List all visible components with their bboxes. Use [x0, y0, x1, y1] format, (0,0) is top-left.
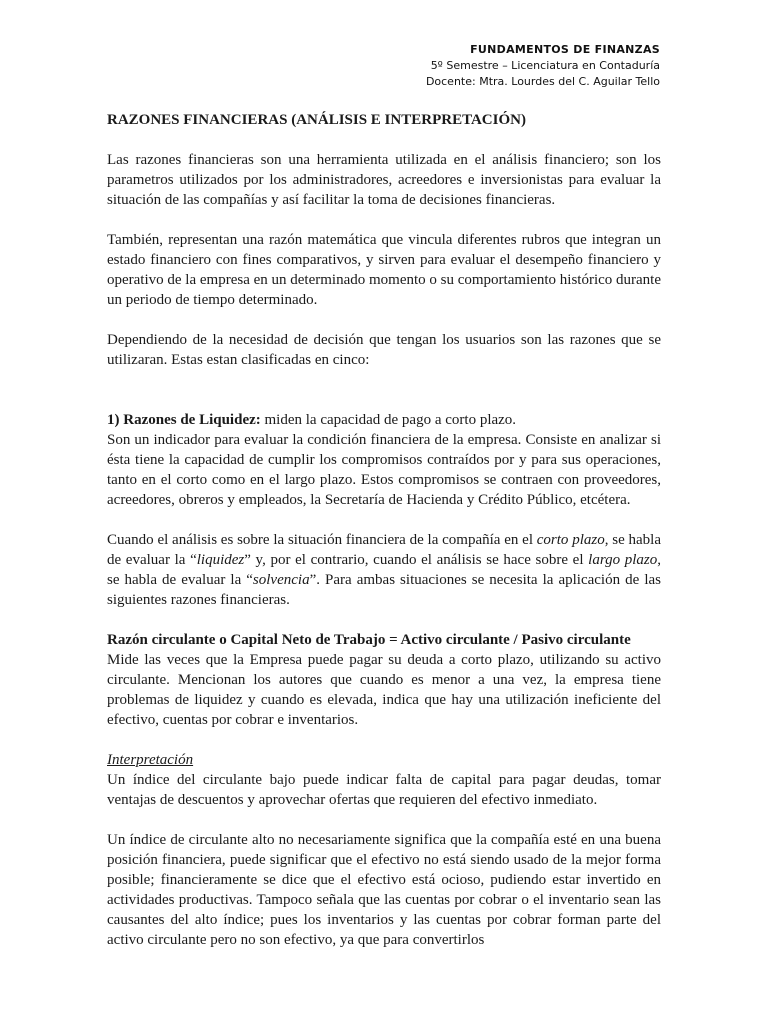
- header-teacher: Docente: Mtra. Lourdes del C. Aguilar Tello: [425, 75, 660, 88]
- interpretation-heading: [107, 750, 661, 770]
- interpretation-label: Interpretación: [107, 752, 194, 768]
- paragraph-classification: Dependiendo de la necesidad de decisión que tengan los usuarios son las razones que se utilizaran. Estas estan clasificadas en cinco:: [107, 332, 661, 368]
- page-header: [426, 42, 660, 90]
- section-liquidity-heading: [107, 410, 661, 430]
- text-run: Cuando el análisis es sobre la situación financiera de la compañía en el: [107, 532, 537, 548]
- term-corto-plazo: corto plazo: [536, 532, 605, 548]
- document-body: [107, 104, 661, 970]
- paragraph-interpretation-low: Un índice del circulante bajo puede indicar falta de capital para pagar deudas, tomar ventajas de descuentos y aprovechar ofertas que requieren del efectivo inmediato.: [107, 772, 661, 808]
- text-run: ”. Para ambas situaciones se necesita la aplicación de las siguientes razones financieras.: [107, 572, 661, 608]
- paragraph-formula-explanation: Mide las veces que la Empresa puede pagar su deuda a corto plazo, utilizando su activo circulante. Mencionan los autores que cuando es menor a una vez, la empresa tiene problemas de liquidez y cuando es elevada, indica que hay una utilización ineficiente del efectivo, cuentas por cobrar e inventarios.: [107, 652, 661, 728]
- header-title: FUNDAMENTOS DE FINANZAS: [470, 43, 660, 56]
- formula-current-ratio: Razón circulante o Capital Neto de Trabajo = Activo circulante / Pasivo circulante: [107, 632, 631, 648]
- paragraph-intro: Las razones financieras son una herramienta utilizada en el análisis financiero; son los parametros utilizados por los administradores, acreedores e inversionistas para evaluar la situación de las compañías y así facilitar la toma de decisiones financieras.: [107, 152, 661, 208]
- term-solvencia: solvencia: [252, 572, 310, 588]
- paragraph-interpretation-high: Un índice de circulante alto no necesariamente significa que la compañía esté en una buena posición financiera, puede significar que el efectivo no está siendo usado de la mejor forma posible; financieramente se dice que el efectivo está ocioso, pudiendo estar invertido en actividades productivas. Tampoco señala que las cuentas por cobrar o el inventario sean las causantes del alto índice; pues los inventarios y las cuentas por cobrar forman parte del activo circulante pero no son efectivo, ya que para convertirlos: [107, 832, 661, 948]
- paragraph-short-long-term: [107, 530, 661, 610]
- term-largo-plazo: largo plazo: [588, 552, 658, 568]
- term-liquidez: liquidez: [196, 552, 245, 568]
- section-liquidity-summary: miden la capacidad de pago a corto plazo.: [260, 412, 517, 428]
- text-run: , se habla de evaluar la “: [107, 532, 661, 568]
- header-semester: 5º Semestre – Licenciatura en Contaduría: [430, 59, 660, 72]
- paragraph-definition: También, representan una razón matemática que vincula diferentes rubros que integran un estado financiero con fines comparativos, y sirven para evaluar el desempeño financiero y operativo de la empresa en un determinado momento o su comportamiento histórico durante un periodo de tiempo determinado.: [107, 232, 662, 308]
- paragraph-liquidity-body: Son un indicador para evaluar la condición financiera de la empresa. Consiste en analizar si ésta tiene la capacidad de cumplir los compromisos contraídos por y para sus operaciones, tanto en el corto como en el largo plazo. Estos compromisos se contraen con proveedores, acreedores, obreros y empleados, la Secretaría de Hacienda y Crédito Público, etcétera.: [107, 432, 661, 508]
- document-title: RAZONES FINANCIERAS (ANÁLISIS E INTERPRETACIÓN): [107, 112, 526, 128]
- spacer: [107, 390, 661, 410]
- text-run: ” y, por el contrario, cuando el análisis se hace sobre el: [244, 552, 589, 568]
- section-liquidity-label: 1) Razones de Liquidez:: [107, 412, 261, 428]
- text-run: , se habla de evaluar la “: [107, 552, 662, 588]
